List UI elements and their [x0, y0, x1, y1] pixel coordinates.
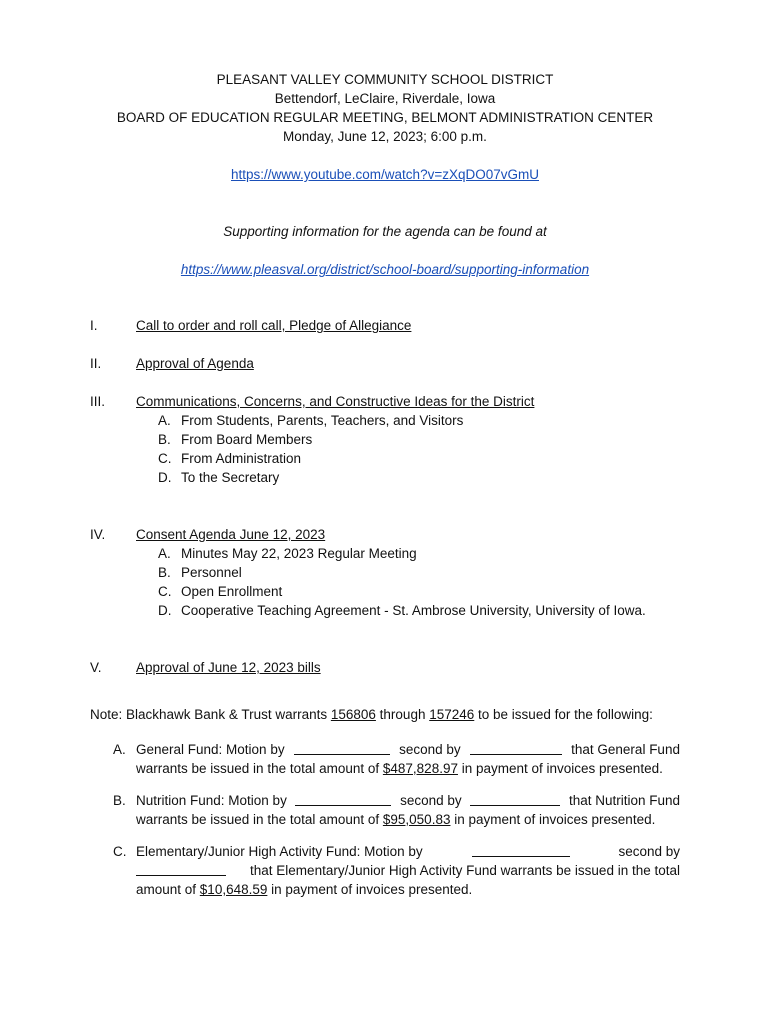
meeting-title: BOARD OF EDUCATION REGULAR MEETING, BELMONT ADMINISTRATION CENTER	[116, 110, 654, 125]
agenda-item-title: Consent Agenda June 12, 2023	[136, 527, 326, 542]
subitem-text: Personnel	[181, 565, 242, 580]
subitem-text: From Students, Parents, Teachers, and Visitors	[181, 413, 464, 428]
subitem-letter: B.	[158, 565, 171, 580]
subitem-text: From Administration	[181, 451, 302, 466]
fund-that-text: that Nutrition Fund	[568, 793, 680, 808]
subitem-letter: C.	[158, 584, 172, 599]
subitem-text: From Board Members	[181, 432, 313, 447]
subitem-letter: C.	[158, 451, 172, 466]
motion-blank	[294, 742, 390, 755]
supporting-info-text: Supporting information for the agenda can be found at	[223, 224, 547, 239]
note-middle: through	[375, 707, 430, 722]
agenda-item-number: IV.	[90, 527, 106, 542]
subitem-letter: B.	[158, 432, 171, 447]
end-warrant: 157246	[429, 707, 475, 722]
note-prefix: Note: Blackhawk Bank & Trust warrants	[90, 707, 331, 722]
agenda-item-title: Approval of June 12, 2023 bills	[136, 660, 321, 675]
fund-that-text: that General Fund	[571, 742, 680, 757]
fund-amount-suffix: in payment of invoices presented.	[450, 812, 656, 827]
fund-motion-text: Elementary/Junior High Activity Fund: Motion by	[136, 844, 423, 859]
subitem-letter: D.	[158, 470, 172, 485]
fund-amount-prefix: warrants be issued in the total amount of	[136, 761, 383, 776]
subitem-letter: A.	[158, 413, 171, 428]
note-suffix: to be issued for the following:	[474, 707, 653, 722]
subitem-letter: A.	[158, 546, 171, 561]
meeting-date: Monday, June 12, 2023; 6:00 p.m.	[283, 129, 487, 144]
fund-amount-line	[136, 812, 655, 827]
fund-letter: C.	[113, 844, 127, 859]
fund-amount: $487,828.97	[382, 761, 458, 776]
agenda-item-title: Communications, Concerns, and Constructive Ideas for the District	[136, 394, 535, 409]
subitem-text: To the Secretary	[181, 470, 280, 485]
fund-that-text: that Elementary/Junior High Activity Fund warrants be issued in the total	[250, 863, 680, 878]
second-blank	[470, 793, 560, 806]
video-link[interactable]: https://www.youtube.com/watch?v=zXqDO07vGmU	[230, 167, 539, 182]
fund-amount-line	[136, 882, 472, 897]
agenda-item-number: III.	[90, 394, 106, 409]
fund-amount-suffix: in payment of invoices presented.	[267, 882, 473, 897]
agenda-item-number: I.	[90, 318, 98, 333]
fund-motion-text: General Fund: Motion by	[136, 742, 285, 757]
fund-second-line	[136, 863, 680, 878]
fund-motion-line	[136, 793, 680, 808]
subitem-text: Cooperative Teaching Agreement - St. Ambrose University, University of Iowa.	[181, 603, 646, 618]
district-cities: Bettendorf, LeClaire, Riverdale, Iowa	[274, 91, 496, 106]
fund-amount: $95,050.83	[382, 812, 451, 827]
subitem-letter: D.	[158, 603, 172, 618]
agenda-item-number: V.	[90, 660, 102, 675]
second-blank	[136, 863, 226, 876]
fund-amount-prefix: amount of	[136, 882, 200, 897]
supporting-info-link[interactable]: https://www.pleasval.org/district/school-board/supporting-information	[180, 262, 590, 277]
fund-amount-suffix: in payment of invoices presented.	[457, 761, 663, 776]
agenda-item-title: Approval of Agenda	[136, 356, 254, 371]
motion-blank	[295, 793, 391, 806]
fund-amount: $10,648.59	[199, 882, 268, 897]
fund-second-text: second by	[399, 742, 461, 757]
fund-second-text: second by	[400, 793, 462, 808]
fund-motion-text: Nutrition Fund: Motion by	[136, 793, 287, 808]
fund-second-text: second by	[618, 844, 680, 859]
fund-motion-line	[136, 742, 680, 757]
start-warrant: 156806	[330, 707, 376, 722]
fund-amount-prefix: warrants be issued in the total amount of	[136, 812, 383, 827]
district-name: PLEASANT VALLEY COMMUNITY SCHOOL DISTRICT	[216, 72, 554, 87]
warrants-note	[90, 707, 653, 722]
fund-amount-line	[136, 761, 663, 776]
fund-letter: A.	[113, 742, 126, 757]
second-blank	[470, 742, 562, 755]
subitem-text: Open Enrollment	[181, 584, 283, 599]
fund-motion-line	[136, 844, 680, 859]
motion-blank	[472, 844, 570, 857]
fund-letter: B.	[113, 793, 126, 808]
agenda-item-number: II.	[90, 356, 102, 371]
subitem-text: Minutes May 22, 2023 Regular Meeting	[181, 546, 417, 561]
agenda-item-title: Call to order and roll call, Pledge of Allegiance	[136, 318, 412, 333]
